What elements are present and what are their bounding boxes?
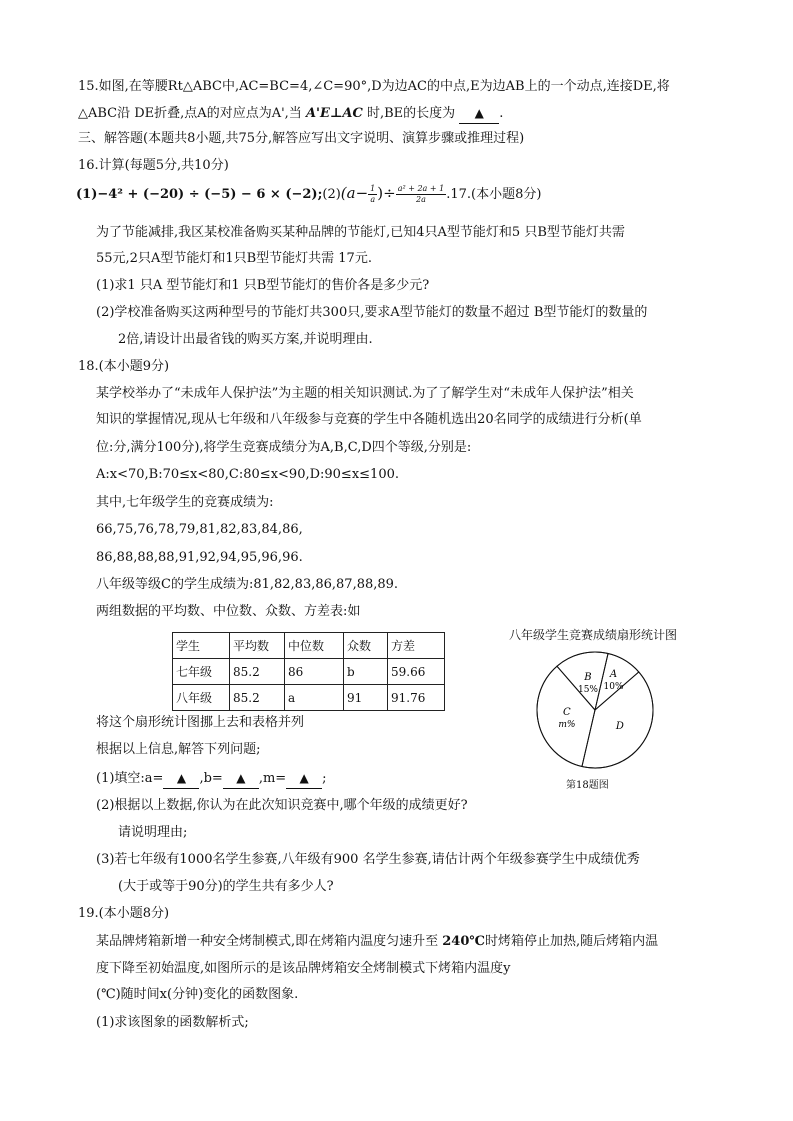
section3-heading: 三、解答题(本题共8小题,共75分,解答应写出文字说明、演算步骤或推理过程): [78, 131, 525, 146]
table-row: [173, 685, 445, 711]
q17-p2: 55元,2只A型节能灯和1只B型节能灯共需 17元.: [96, 251, 372, 266]
q16-expr2-open: (a−: [340, 184, 369, 202]
q18-p4: A:x<70,B:70≤x<80,C:80≤x<90,D:90≤x≤100.: [96, 467, 399, 482]
q17-p1: 为了节能减排,我区某校准备购买某种品牌的节能灯,已知4只A型节能灯和5 只B型节能灯共需: [96, 225, 625, 240]
q15-line1: 15.如图,在等腰Rt△ABC中,AC=BC=4,∠C=90°,D为边AC的中点,E为边AB上的一个动点,连接DE,将: [78, 79, 670, 94]
table-cell: 86: [285, 659, 344, 685]
q17-p4: (2)学校准备购买这两种型号的节能灯共300只,要求A型节能灯的数量不超过 B型节能灯的数量的: [96, 305, 648, 320]
table-header-cell: 中位数: [285, 633, 344, 659]
q15-end: .: [499, 106, 504, 121]
pie-value-a: 10%: [603, 682, 624, 693]
q18-p3: 位:分,满分100分),将学生竞赛成绩分为A,B,C,D四个等级,分别是:: [96, 440, 472, 455]
q18-blank-b: ▲: [223, 769, 259, 789]
q15-line2-text-a: △ABC沿 DE折叠,点A的对应点为A',当: [78, 106, 302, 121]
q19-p2: 度下降至初始温度,如图所示的是该品牌烤箱安全烤制模式下烤箱内温度y: [96, 961, 511, 976]
q18-p15: (3)若七年级有1000名学生参赛,八年级有900 名学生参赛,请估计两个年级参赛学生中成绩优秀: [96, 852, 640, 867]
table-header-cell: 学生: [173, 633, 230, 659]
q16-expressions: [76, 184, 541, 205]
q19-p1: [96, 933, 658, 951]
q19-header: 19.(本小题8分): [78, 906, 170, 921]
q15-condition-math: A'E⊥AC: [305, 106, 363, 121]
q18-p11: 根据以上信息,解答下列问题;: [96, 742, 261, 757]
table-cell: 59.66: [388, 659, 445, 685]
pie-label-d: D: [615, 720, 624, 732]
pie-label-c: C: [563, 707, 571, 719]
table-cell: 85.2: [230, 685, 285, 711]
table-header-cell: 方差: [388, 633, 445, 659]
q18-p13: (2)根据以上数据,你认为在此次知识竞赛中,哪个年级的成绩更好?: [96, 798, 468, 813]
figure-caption: 第18题图: [566, 780, 609, 791]
q18-fill-m-label: ,m=: [258, 771, 287, 786]
q18-p9: 两组数据的平均数、中位数、众数、方差表:如: [96, 604, 361, 619]
q17-p3: (1)求1 只A 型节能灯和1 只B型节能灯的售价各是多少元?: [96, 278, 430, 293]
table-header-cell: 众数: [344, 633, 388, 659]
q16-frac1: $\frac{1}{a}$: [370, 184, 376, 204]
q18-p1: 某学校举办了“未成年人保护法”为主题的相关知识测试.为了了解学生对“未成年人保护法”相关: [96, 386, 634, 401]
q18-fill-in: [96, 769, 327, 789]
pie-chart: [530, 648, 664, 774]
q16-tail: .17.(本小题8分): [446, 187, 542, 202]
table-row: [173, 659, 445, 685]
table-header-row: [173, 633, 445, 659]
table-cell: 91: [344, 685, 388, 711]
table-cell: 91.76: [388, 685, 445, 711]
table-cell: 85.2: [230, 659, 285, 685]
table-cell: b: [344, 659, 388, 685]
q18-p14: 请说明理由;: [118, 825, 188, 840]
q18-blank-m: ▲: [286, 769, 322, 789]
q16-frac2: $\frac{\text{a² + 2a + 1}}{2a}$: [397, 184, 445, 204]
q18-p6: 66,75,76,78,79,81,82,83,84,86,: [96, 522, 303, 537]
q19-temp-math: 240℃: [442, 934, 485, 949]
q19-p1-b: 时烤箱停止加热,随后烤箱内温: [484, 934, 659, 949]
q18-fill-end: ;: [322, 771, 327, 786]
q18-p16: (大于或等于90分)的学生共有多少人?: [118, 879, 334, 894]
q18-fill-a-label: (1)填空:a=: [96, 771, 164, 786]
q19-p3: (℃)随时间x(分钟)变化的函数图象.: [96, 987, 299, 1002]
table-cell: 八年级: [173, 685, 230, 711]
table-cell: a: [285, 685, 344, 711]
q16-header: 16.计算(每题5分,共10分): [78, 158, 229, 173]
q18-p8: 八年级等级C的学生成绩为:81,82,83,86,87,88,89.: [96, 577, 399, 592]
q17-p5: 2倍,请设计出最省钱的购买方案,并说明理由.: [118, 332, 373, 347]
q18-p2: 知识的掌握情况,现从七年级和八年级参与竞赛的学生中各随机选出20名同学的成绩进行分析(单: [96, 412, 642, 427]
q15-line2-text-b: 时,BE的长度为: [366, 106, 456, 121]
pie-label-a: A: [609, 669, 618, 681]
q18-header: 18.(本小题9分): [78, 359, 170, 374]
pie-value-c: m%: [558, 720, 576, 731]
table-cell: 七年级: [173, 659, 230, 685]
pie-chart-title: 八年级学生竞赛成绩扇形统计图: [509, 628, 678, 642]
pie-label-b: B: [584, 671, 592, 683]
q16-expr2-close: )÷: [377, 184, 396, 202]
q19-p1-a: 某品牌烤箱新增一种安全烤制模式,即在烤箱内温度匀速升至: [96, 934, 443, 949]
q18-p7: 86,88,88,88,91,92,94,95,96,96.: [96, 550, 303, 565]
q18-p10: 将这个扇形统计图挪上去和表格并列: [96, 715, 305, 730]
stats-table: [172, 632, 445, 711]
q16-expr1: (1)−4² + (−20) ÷ (−5) − 6 × (−2);: [76, 187, 323, 202]
table-header-cell: 平均数: [230, 633, 285, 659]
q15-line2: [78, 104, 503, 124]
pie-value-b: 15%: [577, 684, 598, 695]
q16-expr2-label: (2): [322, 187, 341, 202]
q18-blank-a: ▲: [163, 769, 199, 789]
q18-p5: 其中,七年级学生的竞赛成绩为:: [96, 495, 274, 510]
q15-answer-blank: ▲: [459, 104, 499, 124]
q19-p4: (1)求该图象的函数解析式;: [96, 1015, 249, 1030]
q18-fill-b-label: ,b=: [199, 771, 223, 786]
